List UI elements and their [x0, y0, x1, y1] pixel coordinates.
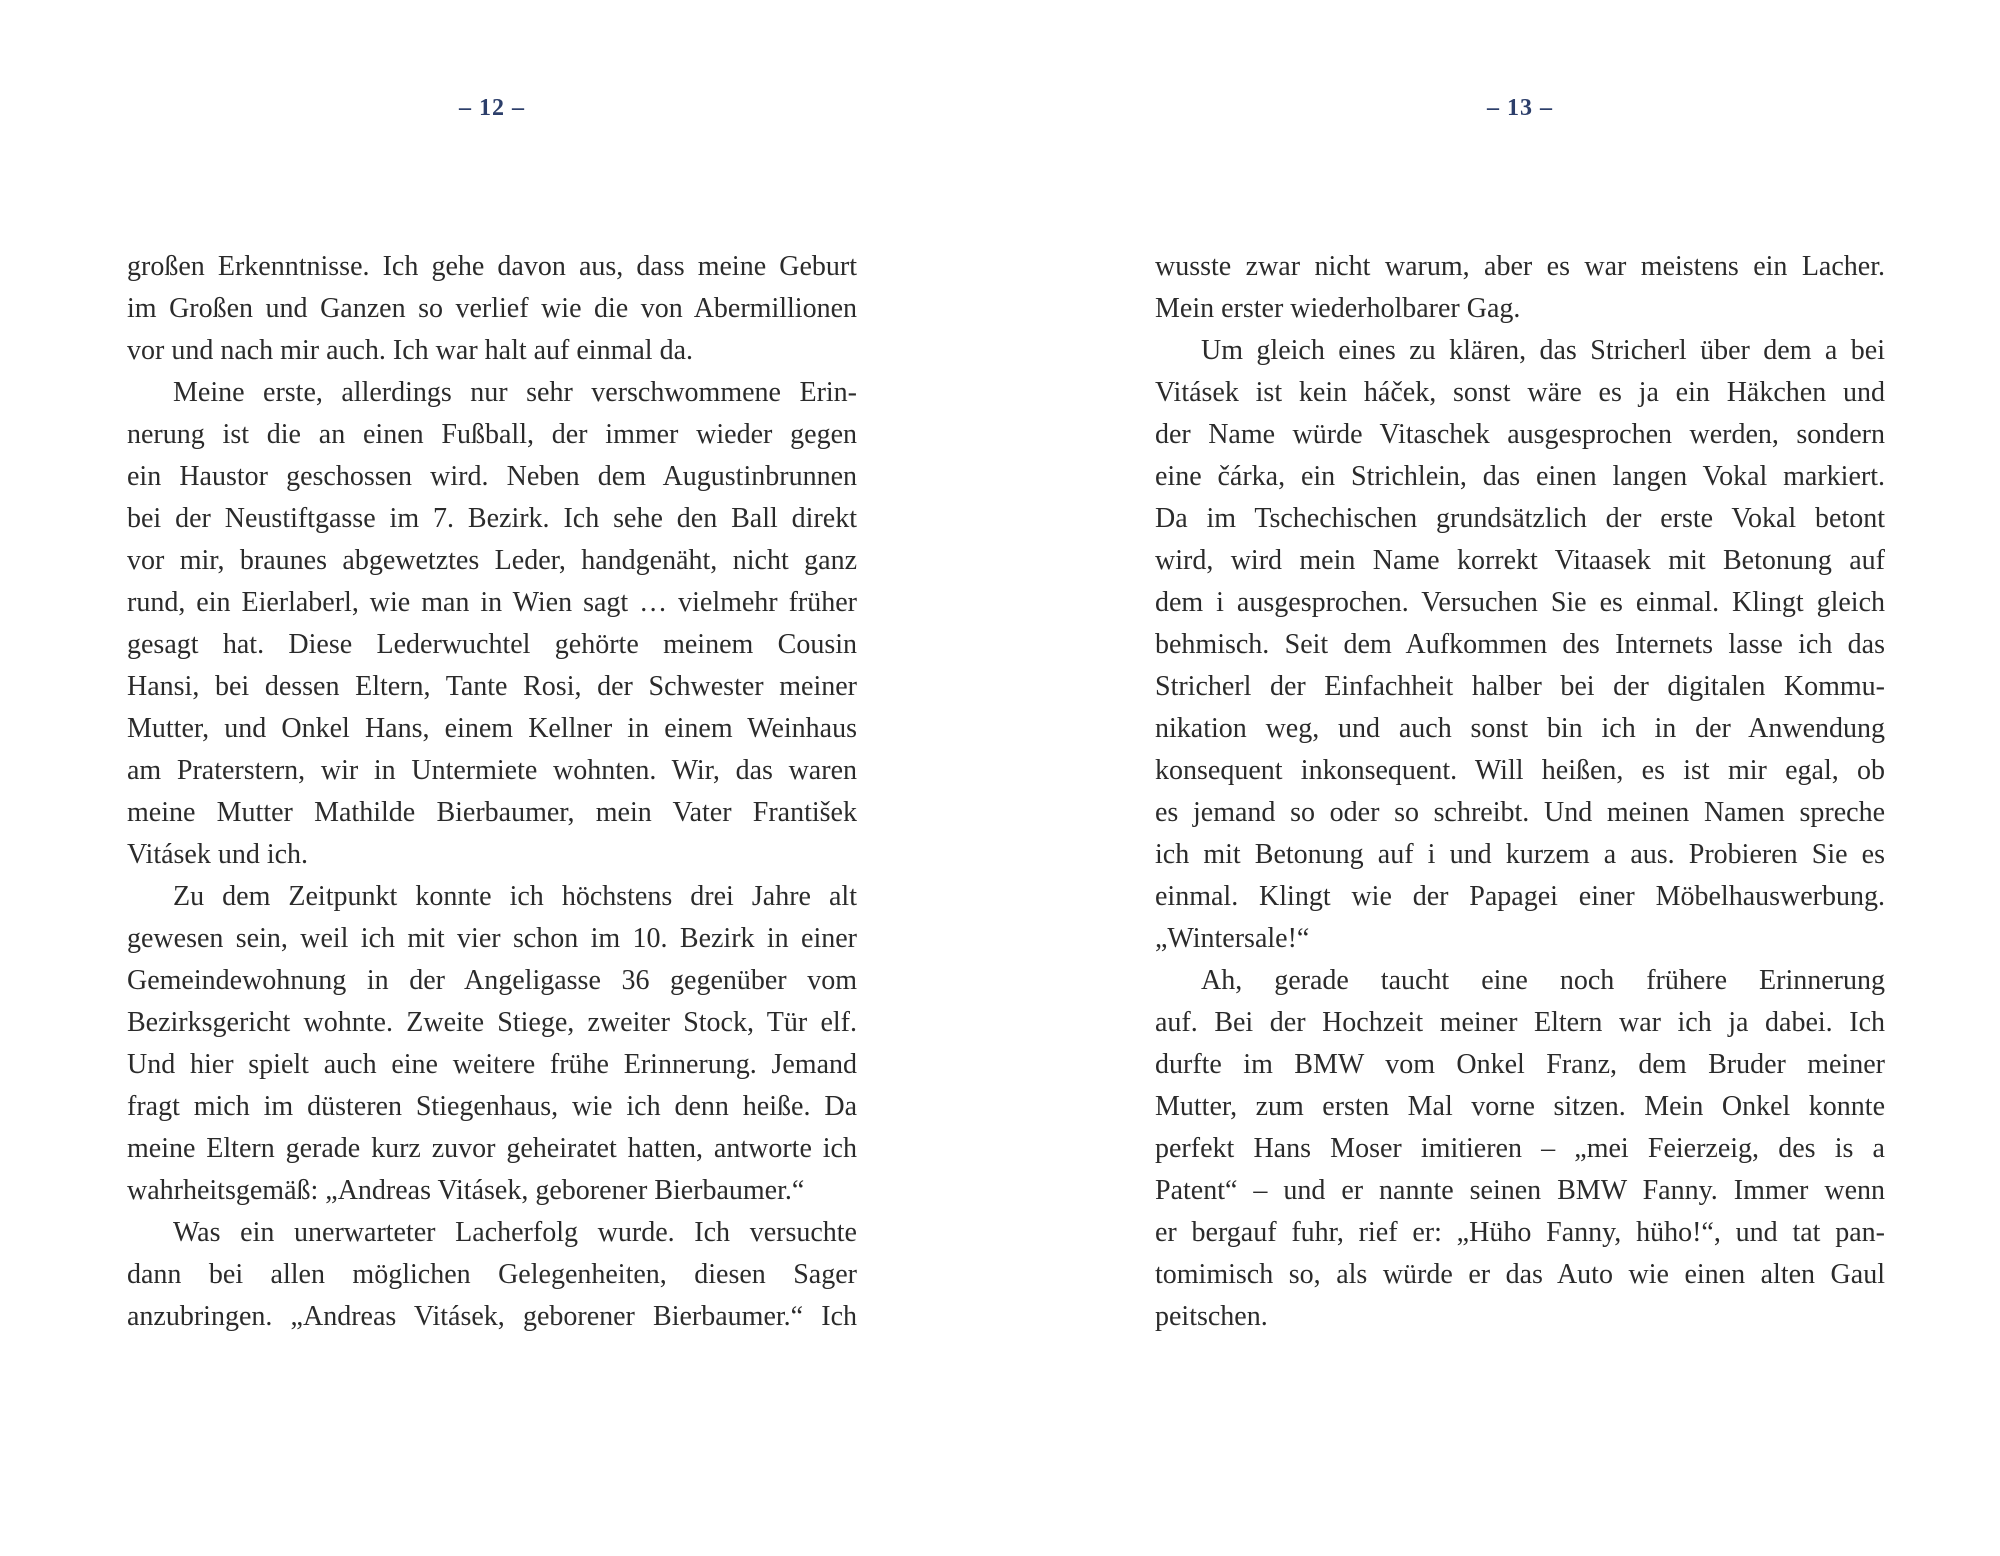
text-line: nerung ist die an einen Fußball, der immer wieder gegen [127, 419, 857, 450]
page-number-left: – 12 – [459, 95, 525, 121]
right-page [1000, 0, 2000, 1556]
text-line: wusste zwar nicht warum, aber es war meistens ein Lacher. [1155, 251, 1885, 282]
text-line: rund, ein Eierlaberl, wie man in Wien sagt … vielmehr früher [127, 587, 857, 618]
text-line: Gemeindewohnung in der Angeligasse 36 gegenüber vom [127, 965, 857, 996]
text-line: meine Mutter Mathilde Bierbaumer, mein Vater František [127, 797, 857, 828]
text-line: dem i ausgesprochen. Versuchen Sie es einmal. Klingt gleich [1155, 587, 1885, 618]
text-line: vor und nach mir auch. Ich war halt auf einmal da. [127, 335, 694, 366]
text-line: wahrheitsgemäß: „Andreas Vitásek, geborener Bierbaumer.“ [127, 1175, 805, 1206]
text-line: Um gleich eines zu klären, das Stricherl über dem a bei [1201, 335, 1885, 366]
text-line: bei der Neustiftgasse im 7. Bezirk. Ich sehe den Ball direkt [127, 503, 857, 534]
text-line: meine Eltern gerade kurz zuvor geheiratet hatten, antworte ich [127, 1133, 857, 1164]
text-line: Stricherl der Einfachheit halber bei der digitalen Kommu- [1155, 671, 1885, 702]
body-text-left [127, 246, 857, 1338]
text-line: Bezirksgericht wohnte. Zweite Stiege, zweiter Stock, Tür elf. [127, 1007, 857, 1038]
text-line: „Wintersale!“ [1155, 923, 1310, 954]
text-line: dann bei allen möglichen Gelegenheiten, diesen Sager [127, 1259, 857, 1290]
text-line: Meine erste, allerdings nur sehr verschwommene Erin- [173, 377, 857, 408]
text-line: am Praterstern, wir in Untermiete wohnten. Wir, das waren [127, 755, 857, 786]
text-line: Hansi, bei dessen Eltern, Tante Rosi, der Schwester meiner [127, 671, 857, 702]
text-line: der Name würde Vitaschek ausgesprochen werden, sondern [1155, 419, 1885, 450]
text-line: vor mir, braunes abgewetztes Leder, handgenäht, nicht ganz [127, 545, 857, 576]
text-line: durfte im BMW vom Onkel Franz, dem Bruder meiner [1155, 1049, 1885, 1080]
text-line: Vitásek und ich. [127, 839, 309, 870]
text-line: auf. Bei der Hochzeit meiner Eltern war ich ja dabei. Ich [1155, 1007, 1885, 1038]
text-line: es jemand so oder so schreibt. Und meinen Namen spreche [1155, 797, 1885, 828]
text-line: eine čárka, ein Strichlein, das einen langen Vokal markiert. [1155, 461, 1885, 492]
text-line: einmal. Klingt wie der Papagei einer Möbelhauswerbung. [1155, 881, 1885, 912]
text-line: Ah, gerade taucht eine noch frühere Erinnerung [1201, 965, 1885, 996]
text-line: anzubringen. „Andreas Vitásek, geborener Bierbaumer.“ Ich [127, 1301, 857, 1332]
text-line: Vitásek ist kein háček, sonst wäre es ja ein Häkchen und [1155, 377, 1885, 408]
text-line: Mutter, zum ersten Mal vorne sitzen. Mein Onkel konnte [1155, 1091, 1885, 1122]
text-line: Zu dem Zeitpunkt konnte ich höchstens drei Jahre alt [173, 881, 857, 912]
text-line: konsequent inkonsequent. Will heißen, es ist mir egal, ob [1155, 755, 1885, 786]
text-line: er bergauf fuhr, rief er: „Hüho Fanny, hüho!“, und tat pan- [1155, 1217, 1885, 1248]
text-line: behmisch. Seit dem Aufkommen des Internets lasse ich das [1155, 629, 1885, 660]
text-line: peitschen. [1155, 1301, 1268, 1332]
text-line: Und hier spielt auch eine weitere frühe Erinnerung. Jemand [127, 1049, 857, 1080]
text-line: Mein erster wiederholbarer Gag. [1155, 293, 1521, 324]
text-line: perfekt Hans Moser imitieren – „mei Feierzeig, des is a [1155, 1133, 1885, 1164]
text-line: ein Haustor geschossen wird. Neben dem Augustinbrunnen [127, 461, 857, 492]
text-line: wird, wird mein Name korrekt Vitaasek mit Betonung auf [1155, 545, 1885, 576]
text-line: gewesen sein, weil ich mit vier schon im 10. Bezirk in einer [127, 923, 857, 954]
text-line: tomimisch so, als würde er das Auto wie einen alten Gaul [1155, 1259, 1885, 1290]
text-line: fragt mich im düsteren Stiegenhaus, wie ich denn heiße. Da [127, 1091, 857, 1122]
text-line: Patent“ – und er nannte seinen BMW Fanny. Immer wenn [1155, 1175, 1885, 1206]
text-line: Was ein unerwarteter Lacherfolg wurde. Ich versuchte [173, 1217, 857, 1248]
text-line: Mutter, und Onkel Hans, einem Kellner in einem Weinhaus [127, 713, 857, 744]
text-line: gesagt hat. Diese Lederwuchtel gehörte meinem Cousin [127, 629, 857, 660]
body-text-right [1155, 246, 1885, 1338]
text-line: ich mit Betonung auf i und kurzem a aus. Probieren Sie es [1155, 839, 1885, 870]
text-line: nikation weg, und auch sonst bin ich in der Anwendung [1155, 713, 1885, 744]
text-line: im Großen und Ganzen so verlief wie die von Abermillionen [127, 293, 857, 324]
page-number-right: – 13 – [1487, 95, 1553, 121]
text-line: Da im Tschechischen grundsätzlich der erste Vokal betont [1155, 503, 1885, 534]
text-line: großen Erkenntnisse. Ich gehe davon aus, dass meine Geburt [127, 251, 857, 282]
